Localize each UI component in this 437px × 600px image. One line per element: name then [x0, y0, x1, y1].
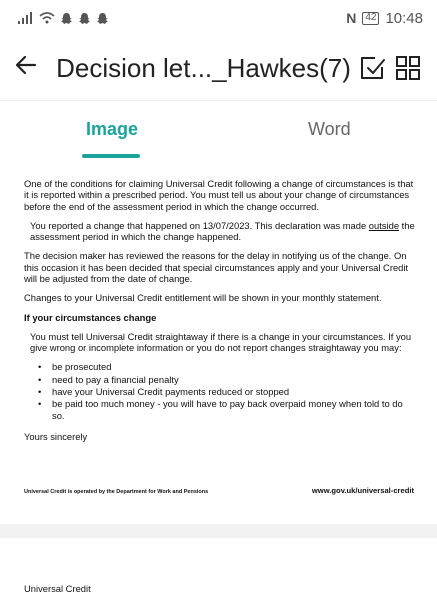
paragraph-1: One of the conditions for claiming Universal Credit following a change of circumstances is that it is reported within a prescribed period. You must tell us about your change of circumstances before the end of the assessment period in which the change occurred. — [24, 178, 414, 212]
clock: 10:48 — [385, 9, 423, 27]
grid-view-button[interactable] — [393, 48, 423, 88]
document-footer — [24, 486, 414, 495]
list-item: • have your Universal Credit payments reduced or stopped — [38, 386, 415, 397]
snapchat-icon — [60, 12, 73, 25]
tab-word[interactable]: Word — [308, 119, 351, 139]
snapchat-icon — [78, 12, 91, 25]
status-right — [346, 10, 423, 27]
document-title: Decision let..._Hawkes(7) — [56, 52, 351, 83]
nfc-icon: N — [346, 10, 357, 26]
tab-image[interactable]: Image — [86, 119, 139, 139]
paragraph-2-end: the assessment period in which the change happened. — [30, 219, 415, 243]
closing: Yours sincerely — [24, 430, 88, 442]
back-button[interactable] — [14, 52, 44, 84]
underlined-word: outside — [368, 219, 400, 231]
paragraph-4: Changes to your Universal Credit entitlement will be shown in your monthly statement. — [24, 292, 382, 304]
battery-icon — [362, 12, 379, 25]
arrow-left-icon — [14, 53, 38, 77]
paragraph-2 — [24, 220, 415, 243]
app-bar — [0, 36, 437, 100]
paragraph-2-text: You reported a change that happened on 13/07/2023. This declaration was made — [30, 219, 369, 231]
grid-icon — [395, 55, 421, 81]
paragraph-5: You must tell Universal Credit straightaway if there is a change in your circumstances. If you give wrong or incomplete information or you do not report changes straightaway you may: — [30, 330, 412, 354]
battery-level: 42 — [365, 12, 377, 23]
paragraph-3: The decision maker has reviewed the reasons for the delay in notifying us of the change. On this occasion it has been decided that special circumstances apply and your Universal Credit will be adjusted from the date of change. — [24, 250, 409, 284]
next-document-page — [0, 538, 437, 600]
list-item: • need to pay a financial penalty — [38, 374, 415, 385]
next-page-text: Universal Credit — [24, 583, 91, 594]
wifi-icon — [39, 12, 55, 24]
snapchat-icon — [96, 12, 109, 25]
select-button[interactable] — [357, 48, 387, 88]
page-separator — [0, 524, 437, 538]
signal-icon — [18, 12, 34, 24]
status-bar — [0, 0, 437, 36]
status-left — [18, 12, 109, 25]
footer-website: www.gov.uk/universal-credit — [311, 486, 414, 495]
view-tabs — [0, 100, 437, 162]
section-heading: If your circumstances change — [24, 311, 157, 323]
checkbox-icon — [359, 55, 385, 81]
list-item: • be paid too much money - you will have to pay back overpaid money when told to do so. — [38, 398, 415, 421]
list-item: • be prosecuted — [38, 361, 415, 372]
consequence-list — [24, 361, 415, 420]
active-tab-indicator — [82, 154, 140, 158]
document-page — [0, 162, 437, 522]
footer-operator-text: Universal Credit is operated by the Department for Work and Pensions — [24, 489, 209, 495]
